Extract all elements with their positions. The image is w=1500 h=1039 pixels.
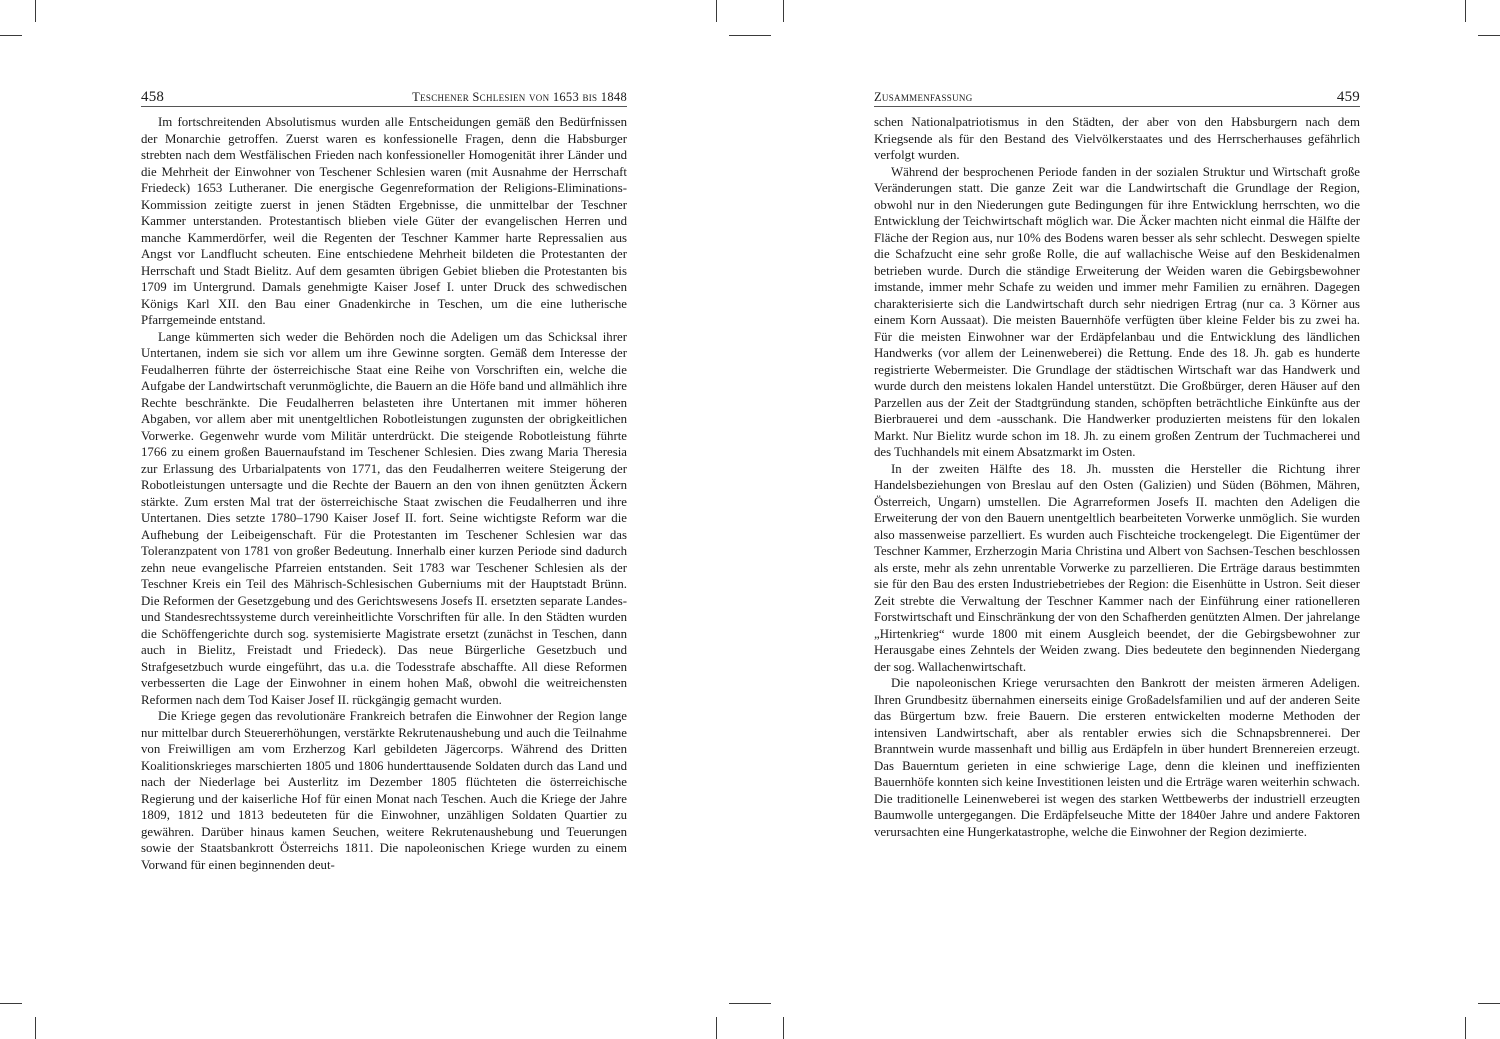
running-head (141, 86, 627, 107)
crop-mark (1478, 35, 1500, 36)
paragraph: Lange kümmerten sich weder die Behörden noch die Adeligen um das Schicksal ihrer Untertanen, indem sie sich vor allem um ihre Gewinne sorgten. Gemäß dem Interesse der Feudalherren führte der österreichische Staat eine Reihe von Vorschriften ein, welche die Aufgabe der Landwirtschaft verunmöglichte, die Bauern an die Höfe band und allmählich ihre Rechte beschränkte. Die Feudalherren belasteten ihre Untertanen mit immer höheren Abgaben, vor allem aber mit unentgeltlichen Robotleistungen zugunsten der obrigkeitlichen Vorwerke. Gegenwehr wurde vom Militär unterdrückt. Die steigende Robotleistung führte 1766 zu einem großen Bauernaufstand im Teschener Schlesien. Dies zwang Maria Theresia zur Erlassung des Urbarialpatents von 1771, das den Feudalherren weitere Steigerung der Robotleistungen untersagte und die Rechte der Bauern an den von ihnen genützten Äckern stärkte. Zum ersten Mal trat der österreichische Staat zwischen die Feudalherren und ihre Untertanen. Dies setzte 1780–1790 Kaiser Josef II. fort. Seine wichtigste Reform war die Aufhebung der Leibeigenschaft. Für die Protestanten im Teschener Schlesien war das Toleranzpatent von 1781 von großer Bedeutung. Innerhalb einer kurzen Periode sind dadurch zehn neue evangelische Pfarreien entstanden. Seit 1783 war Teschener Schlesien als der Teschner Kreis ein Teil des Mährisch-Schlesischen Guberniums mit der Hauptstadt Brünn. Die Reformen der Gesetzgebung und des Gerichtswesens Josefs II. ersetzten separate Landes- und Standesrechtssysteme durch vereinheitlichte Vorschriften für alle. In den Städten wurden die Schöffengerichte durch sog. systemisierte Magistrate ersetzt (zunächst in Teschen, dann auch in Bielitz, Freistadt und Friedeck). Das neue Bürgerliche Gesetzbuch und Strafgesetzbuch wurde eingeführt, das u.a. die Todesstrafe abschaffte. All diese Reformen verbesserten die Lage der Einwohner in einem hohen Maß, obwohl die weitreichensten Reformen nach dem Tod Kaiser Josef II. rückgängig gemacht wurden. (141, 329, 627, 707)
running-head (874, 86, 1360, 107)
crop-mark (783, 1017, 784, 1039)
paragraph: Die Kriege gegen das revolutionäre Frankreich betrafen die Einwohner der Region lange nur mittelbar durch Steuererhöhungen, verstärkte Rekrutenaushebung und auch die Teilnahme von Freiwilligen am vom Erzherzog Karl gebildeten Jägercorps. Während des Dritten Koalitionskrieges marschierten 1805 und 1806 hunderttausende Soldaten durch das Land und nach der Niederlage bei Austerlitz im Dezember 1805 flüchteten die österreichische Regierung und der kaiserliche Hof für einen Monat nach Teschen. Auch die Kriege der Jahre 1809, 1812 und 1813 bedeuteten für die Einwohner, unzähligen Soldaten Quartier zu gewähren. Darüber hinaus kamen Seuchen, weitere Rekrutenaushebung und Teuerungen sowie der Staatsbankrott Österreichs 1811. Die napoleonischen Kriege wurden zu einem Vorwand für einen beginnenden deut- (141, 709, 627, 872)
crop-mark (35, 0, 36, 22)
paragraph: In der zweiten Hälfte des 18. Jh. mussten die Hersteller die Richtung ihrer Handelsbeziehungen von Breslau auf den Osten (Galizien) und Süden (Böhmen, Mähren, Österreich, Ungarn) umstellen. Die Agrarreformen Josefs II. machten den Adeligen die Erweiterung der von den Bauern unentgeltlich bearbeiteten Vorwerke unmöglich. Sie wurden also massenweise parzelliert. Es wurden auch Fischteiche trockengelegt. Die Eigentümer der Teschner Kammer, Erzherzogin Maria Christina und Albert von Sachsen-Teschen beschlossen als erste, mehr als zehn unrentable Vorwerke zu parzellieren. Die Erträge daraus bestimmten sie für den Bau des ersten Industriebetriebes der Region: die Eisenhütte in Ustron. Seit dieser Zeit strebte die Verwaltung der Teschner Kammer nach der Einführung einer rationelleren Forstwirtschaft und Einschränkung der von den Schafherden genützten Almen. Der jahrelange „Hirtenkrieg“ wurde 1800 mit einem Ausgleich beendet, der die Gebirgsbewohner zur Herausgabe eines Zehntels der Weiden zwang. Dies bedeutete den beginnenden Niedergang der sog. Wallachenwirtschaft. (874, 461, 1360, 674)
crop-mark (716, 1017, 717, 1039)
paragraph-continuation: schen Nationalpatriotismus in den Städten, der aber von den Habsburgern nach dem Kriegsende als für den Bestand des Vielvölkerstaates und des Herrscherhauses gefährlich verfolgt wurden. (874, 115, 1360, 162)
crop-mark (0, 1003, 22, 1004)
crop-mark (1478, 1003, 1500, 1004)
paragraph: Die napoleonischen Kriege verursachten den Bankrott der meisten ärmeren Adeligen. Ihren Grundbesitz übernahmen einerseits einige Großadelsfamilien und auf der anderen Seite das Bürgertum bzw. freie Bauern. Die ersteren entwickelten moderne Methoden der intensiven Landwirtschaft, aber als rentabler erwies sich die Schnapsbrennerei. Der Branntwein wurde massenhaft und billig aus Erdäpfeln in über hundert Brennereien erzeugt. Das Bauerntum gerieten in eine schwierige Lage, denn die kleinen und ineffizienten Bauernhöfe konnten sich keine Investitionen leisten und die Erträge waren weiterhin schwach. Die traditionelle Leinenweberei ist wegen des starken Wettbewerbs der industriell erzeugten Baumwolle untergegangen. Die Erdäpfelseuche Mitte der 1840er Jahre und andere Faktoren verursachten eine Hungerkatastrophe, welche die Einwohner der Region dezimierte. (874, 676, 1360, 839)
running-title: Teschener Schlesien von 1653 bis 1848 (412, 89, 627, 104)
body-text (874, 114, 1360, 840)
crop-mark (1465, 0, 1466, 22)
paragraph: Im fortschreitenden Absolutismus wurden alle Entscheidungen gemäß den Bedürfnissen der Monarchie getroffen. Zuerst waren es konfessionelle Fragen, denn die Habsburger strebten nach dem Westfälischen Frieden nach konfessioneller Homogenität ihrer Länder und die Mehrheit der Einwohner von Teschener Schlesien waren (mit Ausnahme der Herrschaft Friedeck) 1653 Lutheraner. Die energische Gegenreformation der Religions-Eliminations-Kommission zeitigte zuerst in jenen Städten Ergebnisse, die unmittelbar der Teschner Kammer unterstanden. Protestantisch blieben viele Güter der evangelischen Herren und manche Kammerdörfer, weil die Regenten der Teschner Kammer harte Repressalien aus Angst vor Landflucht scheuten. Eine entschiedene Mehrheit bildeten die Protestanten der Herrschaft und Stadt Bielitz. Auf dem gesamten übrigen Gebiet blieben die Protestanten bis 1709 im Untergrund. Damals genehmigte Kaiser Josef I. unter Druck des schwedischen Königs Karl XII. den Bau einer Gnadenkirche in Teschen, um die eine lutherische Pfarrgemeinde entstand. (141, 115, 627, 327)
paragraph: Während der besprochenen Periode fanden in der sozialen Struktur und Wirtschaft große Veränderungen statt. Die ganze Zeit war die Landwirtschaft die Grundlage der Region, obwohl nur in den Niederungen gute Bedingungen für ihre Entwicklung herrschten, wo die Entwicklung der Teichwirtschaft möglich war. Die Äcker machten nicht einmal die Hälfte der Fläche der Region aus, nur 10% des Bodens waren besser als sehr schlecht. Deswegen spielte die Schafzucht eine sehr große Rolle, die auf wallachische Weise auf den Beskidenalmen betrieben wurde. Durch die ständige Erweiterung der Weiden waren die Gebirgsbewohner imstande, immer mehr Schafe zu weiden und immer mehr Familien zu ernähren. Dagegen charakterisierte sich die Landwirtschaft durch sehr niedrigen Ertrag (nur ca. 3 Körner aus einem Korn Aussaat). Die meisten Bauernhöfe verfügten über kleine Felder bis zu zwei ha. Für die meisten Einwohner war der Erdäpfelanbau und die Entwicklung des ländlichen Handwerks (vor allem der Leinenweberei) die Rettung. Ende des 18. Jh. gab es hunderte registrierte Webermeister. Die Grundlage der städtischen Wirtschaft war das Handwerk und wurde durch den meistens lokalen Handel unterstützt. Die Großbürger, deren Häuser auf den Parzellen aus der Zeit der Stadtgründung standen, schöpften beträchtliche Einkünfte aus der Bierbrauerei und dem -ausschank. Die Handwerker produzierten meistens für den lokalen Markt. Nur Bielitz wurde schon im 18. Jh. zu einem großen Zentrum der Tuchmacherei und des Tuchhandels mit einem Absatzmarkt im Osten. (874, 164, 1360, 459)
crop-mark (729, 1003, 771, 1004)
running-title: Zusammenfassung (874, 89, 973, 104)
crop-mark (0, 35, 22, 36)
left-page (141, 86, 627, 873)
crop-mark (716, 0, 717, 22)
page-number: 458 (141, 89, 165, 105)
right-page (874, 86, 1360, 840)
crop-mark (1465, 1017, 1466, 1039)
crop-mark (729, 35, 771, 36)
body-text (141, 114, 627, 873)
crop-mark (35, 1017, 36, 1039)
page-number: 459 (1336, 89, 1360, 105)
crop-mark (783, 0, 784, 22)
